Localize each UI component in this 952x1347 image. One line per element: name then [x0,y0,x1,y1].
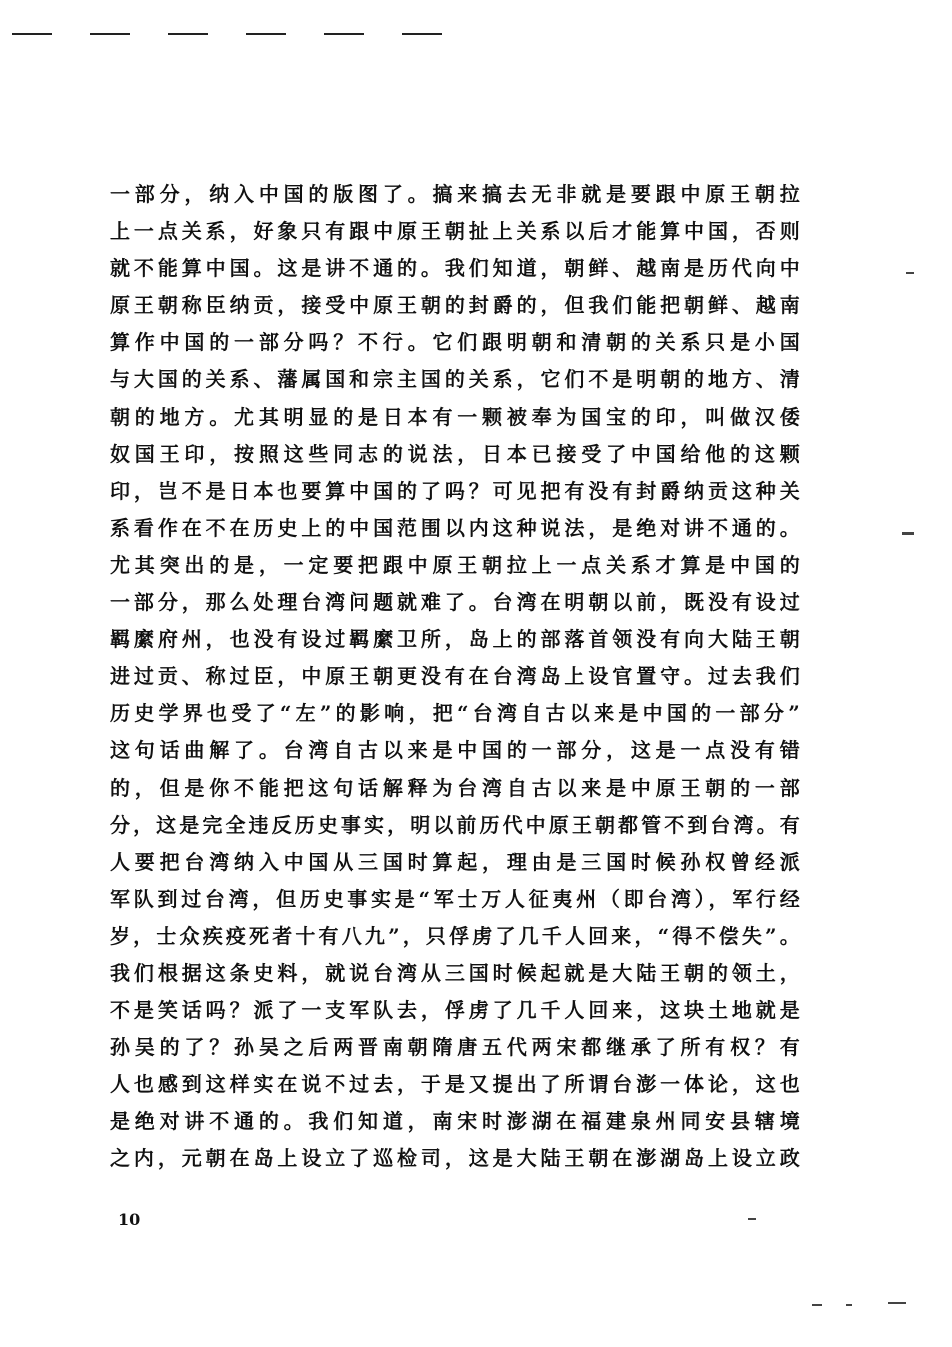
text-line: 朝的地方。尤其明显的是日本有一颗被奉为国宝的印，叫做汉倭 [110,404,800,429]
text-line: 我们根据这条史料，就说台湾从三国时候起就是大陆王朝的领土， [110,960,800,985]
text-line: 是绝对讲不通的。我们知道，南宋时澎湖在福建泉州同安县辖境 [110,1109,800,1134]
page-number: 10 [118,1210,141,1229]
text-line: 分，这是完全违反历史事实，明以前历代中原王朝都管不到台湾。有 [110,812,800,837]
text-line: 人也感到这样实在说不过去，于是又提出了所谓台澎一体论，这也 [110,1072,800,1097]
text-line: 与大国的关系、藩属国和宗主国的关系，它们不是明朝的地方、清 [110,367,800,392]
text-line: 奴国王印，按照这些同志的说法，日本已接受了中国给他的这颗 [110,441,800,466]
scan-speck [888,1302,906,1304]
scan-speck [812,1304,822,1306]
header-dash [90,33,130,35]
text-line: 上一点关系，好象只有跟中原王朝扯上关系以后才能算中国，否则 [110,219,800,244]
page-body [110,176,800,1178]
text-line: 一部分，纳入中国的版图了。搞来搞去无非就是要跟中原王朝拉 [110,182,800,206]
header-dash [402,33,442,35]
text-line: 的，但是你不能把这句话解释为台湾自古以来是中原王朝的一部 [110,775,800,800]
text-line: 印，岂不是日本也要算中国的了吗？可见把有没有封爵纳贡这种关 [110,478,800,503]
text-line: 算作中国的一部分吗？不行。它们跟明朝和清朝的关系只是小国 [110,330,800,355]
text-line: 孙吴的了？孙吴之后两晋南朝隋唐五代两宋都继承了所有权？有 [110,1035,800,1060]
header-dash [168,33,208,35]
header-dash [324,33,364,35]
text-line: 尤其突出的是，一定要把跟中原王朝拉上一点关系才算是中国的 [110,552,800,577]
text-line: 就不能算中国。这是讲不通的。我们知道，朝鲜、越南是历代向中 [110,256,800,281]
text-line: 历史学界也受了“左”的影响，把“台湾自古以来是中国的一部分” [110,701,800,726]
header-dash [12,33,52,35]
text-line: 之内，元朝在岛上设立了巡检司，这是大陆王朝在澎湖岛上设立政 [110,1146,800,1171]
text-line: 岁，士众疾疫死者十有八九”，只俘虏了几千人回来，“得不偿失”。 [110,923,800,948]
text-line: 进过贡、称过臣，中原王朝更没有在台湾岛上设官置守。过去我们 [110,664,800,689]
text-line: 羁縻府州，也没有设过羁縻卫所，岛上的部落首领没有向大陆王朝 [110,627,800,652]
scan-speck [906,272,914,274]
header-rule [12,33,442,37]
text-line: 人要把台湾纳入中国从三国时算起，理由是三国时候孙权曾经派 [110,849,800,874]
text-line: 一部分，那么处理台湾问题就难了。台湾在明朝以前，既没有设过 [110,590,800,615]
scan-speck [902,532,914,535]
header-dash [246,33,286,35]
text-line: 系看作在不在历史上的中国范围以内这种说法，是绝对讲不通的。 [110,515,800,540]
scan-speck [748,1218,756,1220]
text-line: 原王朝称臣纳贡，接受中原王朝的封爵的，但我们能把朝鲜、越南 [110,293,800,318]
text-line: 军队到过台湾，但历史事实是“军士万人征夷州（即台湾），军行经 [110,886,800,911]
scan-speck [846,1304,852,1306]
text-line: 这句话曲解了。台湾自古以来是中国的一部分，这是一点没有错 [110,738,800,763]
text-line: 不是笑话吗？派了一支军队去，俘虏了几千人回来，这块土地就是 [110,998,800,1023]
